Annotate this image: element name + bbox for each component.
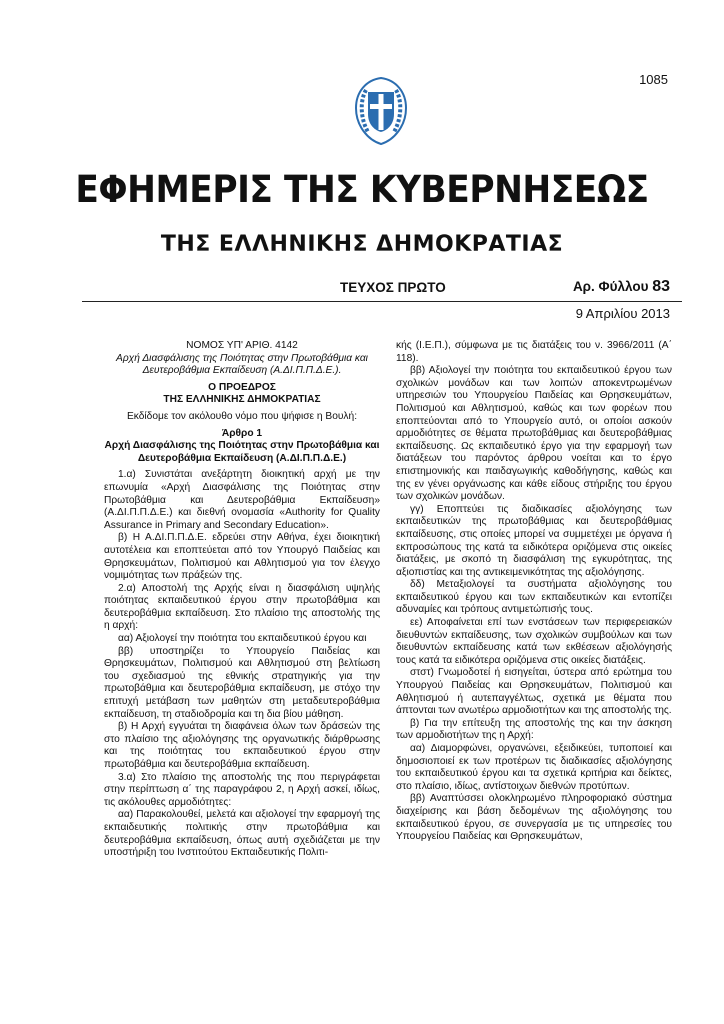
paragraph: εε) Αποφαίνεται επί των ενστάσεων των περιφερειακών διευθυντών εκπαίδευσης, των σχολικών συμβούλων και των διευθυντών εκπαίδευσης κατά των εκθέσεων αξιολόγησής τους κατά τα ειδικότερα οριζόμενα στις οικείες διατάξεις. bbox=[396, 617, 672, 666]
paragraph: 1.α) Συνιστάται ανεξάρτητη διοικητική αρχή με την επωνυμία «Αρχή Διασφάλισης της Ποιότητας στην Πρωτοβάθμια και Δευτεροβάθμια Εκπαίδευση» (Α.ΔΙ.Π.Π.Δ.Ε.) και διεθνή ονομασία «Authority for Quality Assurance in Primary and Secondary Education». bbox=[104, 469, 380, 531]
law-number: ΝΟΜΟΣ ΥΠ' ΑΡΙΘ. 4142 bbox=[186, 340, 298, 351]
paragraph: αα) Παρακολουθεί, μελετά και αξιολογεί την εφαρμογή της εκπαιδευτικής πολιτικής στην πρωτοβάθμια και δευτεροβάθμια εκπαίδευση, όπως αυτή σχεδιάζεται με την υποστήριξη του Ινστιτούτου Εκπαιδευτικής Πολιτι- bbox=[104, 809, 380, 859]
right-column bbox=[396, 340, 672, 844]
paragraph: αα) Αξιολογεί την ποιότητα του εκπαιδευτικού έργου και bbox=[118, 633, 367, 645]
header-divider bbox=[82, 301, 682, 302]
article-title: Αρχή Διασφάλισης της Ποιότητας στην Πρωτοβάθμια και Δευτεροβάθμια Εκπαίδευση (Α.ΔΙ.Π.Π.Δ.Ε.) bbox=[104, 440, 380, 464]
sheet-info bbox=[573, 278, 670, 296]
president-heading-1: Ο ΠΡΟΕΔΡΟΣ bbox=[208, 381, 276, 393]
paragraph: β) Για την επίτευξη της αποστολής της και την άσκηση των αρμοδιοτήτων της η Αρχή: bbox=[396, 717, 672, 742]
paragraph: β) Η Α.ΔΙ.Π.Π.Δ.Ε. εδρεύει στην Αθήνα, έχει διοικητική αυτοτέλεια και εποπτεύεται από τον Υπουργό Παιδείας και Θρησκευμάτων, Πολιτισμού και Αθλητισμού για τον έλεγχο νομιμότητας των πράξεών της. bbox=[104, 532, 380, 582]
paragraph: στστ) Γνωμοδοτεί ή εισηγείται, ύστερα από ερώτημα του Υπουργού Παιδείας και Θρησκευμάτων, Πολιτισμού και Αθλητισμού ή αυτεπαγγέλτως, σχετικά με θέματα που άπτονται των ανωτέρω αρμοδιοτήτων και της αποστολής της. bbox=[396, 667, 672, 717]
left-column bbox=[104, 340, 380, 860]
sheet-number: 83 bbox=[652, 278, 670, 295]
paragraph: 3.α) Στο πλαίσιο της αποστολής της που περιγράφεται στην περίπτωση α΄ της παραγράφου 2, η Αρχή ασκεί, ιδίως, τις ακόλουθες αρμοδιότητες: bbox=[104, 771, 380, 808]
paragraph: ββ) Αναπτύσσει ολοκληρωμένο πληροφοριακό σύστημα διαχείρισης και βάση δεδομένων της αξιολόγησης του εκπαιδευτικού έργου, σε συνεργασία με τις υπηρεσίες του Υπουργείου Παιδείας και Θρησκευμάτων, bbox=[396, 793, 672, 843]
paragraph: γγ) Εποπτεύει τις διαδικασίες αξιολόγησης των εκπαιδευτικών της πρωτοβάθμιας και δευτεροβάθμιας εκπαίδευσης, στις οποίες μπορεί να συμμετέχει με όργανα ή εκπροσώπους της κατά τα ειδικότερα οριζόμενα στις οικείες διατάξεις, με σκοπό τη διασφάλιση της εγκυρότητας, της αξιοπιστίας και της αντικειμενικότητας της αξιολόγησης. bbox=[396, 503, 672, 578]
sheet-label: Αρ. Φύλλου bbox=[572, 279, 649, 294]
paragraph: ββ) υποστηρίζει το Υπουργείο Παιδείας και Θρησκευμάτων, Πολιτισμού και Αθλητισμού στη βελτίωση του σχεδιασμού της εθνικής στρατηγικής για την πρωτοβάθμια και δευτεροβάθμια εκπαίδευση, με στόχο την επιτυχή μετάβαση των μαθητών στη μεταδευτεροβάθμια εκπαίδευση, τη σταδιοδρομία και τη δια βίου μάθηση. bbox=[104, 645, 380, 720]
paragraph: ββ) Αξιολογεί την ποιότητα του εκπαιδευτικού έργου των σχολικών μονάδων και των λοιπών αποκεντρωμένων υπηρεσιών του Υπουργείου Παιδείας και Θρησκευμάτων, Πολιτισμού και Αθλητισμού, καθώς και των φορέων που εποπτεύονται από το Υπουργείο αυτό, οι οποίοι ασκούν αρμοδιότητες σε θέματα πρωτοβάθμιας και δευτεροβάθμιας εκπαίδευσης. Ως εκπαιδευτικό έργο για την εφαρμογή των διατάξεων του παρόντος άρθρου νοείται και το έργο επιστημονικής και παιδαγωγικής καθοδήγησης, καθώς και της εν γένει οργάνωσης και κάθε είδους στήριξης του έργου των σχολικών μονάδων. bbox=[396, 365, 672, 503]
issue-date: 9 Απριλίου 2013 bbox=[575, 306, 670, 321]
gazette-subtitle: ΤΗΣ ΕΛΛΗΝΙΚΗΣ ΔΗΜΟΚΡΑΤΙΑΣ bbox=[160, 232, 564, 257]
gazette-title: ΕΦΗΜΕΡΙΣ ΤΗΣ ΚΥΒΕΡΝΗΣΕΩΣ bbox=[75, 168, 649, 211]
paragraph: κής (Ι.Ε.Π.), σύμφωνα με τις διατάξεις του ν. 3966/2011 (Α΄ 118). bbox=[396, 340, 672, 364]
president-heading-2: ΤΗΣ ΕΛΛΗΝΙΚΗΣ ΔΗΜΟΚΡΑΤΙΑΣ bbox=[163, 394, 321, 406]
law-title: Αρχή Διασφάλισης της Ποιότητας στην Πρωτοβάθμια και Δευτεροβάθμια Εκπαίδευση (Α.ΔΙ.Π.Π.Δ.Ε.). bbox=[116, 352, 368, 377]
paragraph: αα) Διαμορφώνει, οργανώνει, εξειδικεύει, τυποποιεί και δημοσιοποιεί εκ των προτέρων τις διαδικασίες αξιολόγησης του εκπαιδευτικού έργου και τα σχετικά κριτήρια και δείκτες, στο πλαίσιο, ιδίως, αντίστοιχων διεθνών προτύπων. bbox=[396, 743, 672, 792]
paragraph: δδ) Μεταξιολογεί τα συστήματα αξιολόγησης του εκπαιδευτικού έργου και των εκπαιδευτικών και εντοπίζει αδυναμίες και τρόπους αντιμετώπισής τους. bbox=[396, 579, 672, 616]
promulgation-text: Εκδίδομε τον ακόλουθο νόμο που ψήφισε η Βουλή: bbox=[126, 410, 358, 422]
article-heading: Άρθρο 1 bbox=[221, 427, 263, 439]
paragraph: β) Η Αρχή εγγυάται τη διαφάνεια όλων των δράσεών της στο πλαίσιο της αξιολόγησης της οργανωτικής διάρθρωσης και της ποιότητας του εκπαιδευτικού έργου στην πρωτοβάθμια και δευτεροβάθμια εκπαίδευση. bbox=[104, 721, 380, 770]
issue-label: ΤΕΥΧΟΣ ΠΡΩΤΟ bbox=[340, 280, 446, 295]
coat-of-arms-icon bbox=[346, 74, 416, 148]
paragraph: 2.α) Αποστολή της Αρχής είναι η διασφάλιση υψηλής ποιότητας εκπαιδευτικού έργου στην πρωτοβάθμια και δευτεροβάθμια εκπαίδευση. Στο πλαίσιο της αποστολής της η αρχή: bbox=[104, 582, 380, 632]
page-number: 1085 bbox=[639, 72, 668, 87]
